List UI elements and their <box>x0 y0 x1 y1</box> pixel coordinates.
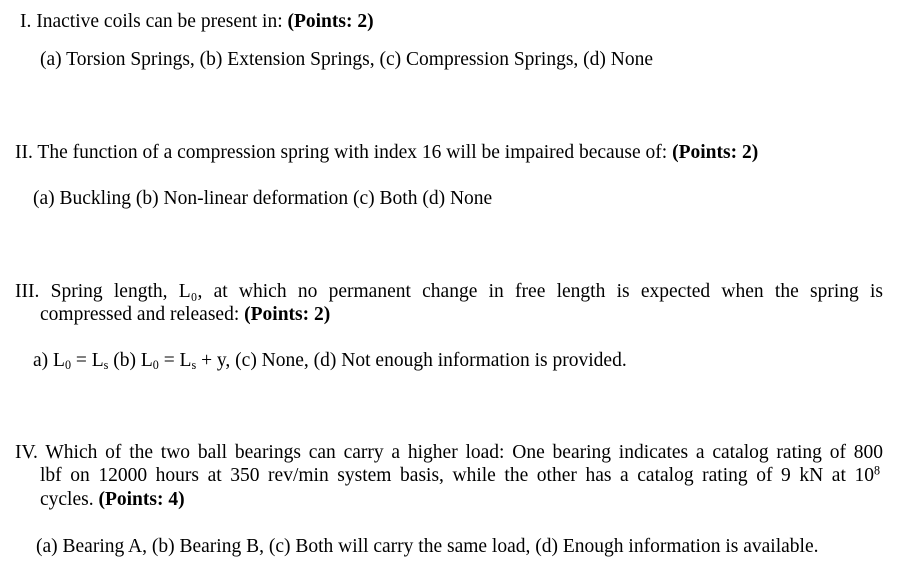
question-4-exponent: 8 <box>873 463 880 478</box>
question-4-points: (Points: 4) <box>98 489 185 510</box>
question-4-text-3: cycles. <box>40 489 94 510</box>
question-1-options: (a) Torsion Springs, (b) Extension Springs, (c) Compression Springs, (d) None <box>40 49 654 70</box>
question-4-stem-line-2 <box>40 464 880 487</box>
question-2-numeral: II. <box>15 142 33 163</box>
question-3-option-a-prefix: a) L <box>33 350 65 371</box>
question-3-option-b-tail: + y, (c) None, (d) Not enough information is provided. <box>196 350 627 371</box>
question-3-sub-0-a: 0 <box>64 358 71 373</box>
question-3-options <box>33 349 627 372</box>
question-3-stem-line-1 <box>15 280 883 303</box>
question-3-text-1: Spring length, L₀, at which no permanent change in free length is expected when the spring is <box>50 281 884 302</box>
question-3-option-b-eq: = L <box>158 350 192 371</box>
question-2-text: The function of a compression spring with index 16 will be impaired because of: <box>37 142 668 163</box>
question-1-points: (Points: 2) <box>287 11 374 32</box>
question-3-numeral: III. <box>15 281 40 302</box>
question-3-option-b-prefix: (b) L <box>108 350 153 371</box>
question-4-stem-line-1 <box>15 441 883 464</box>
question-2-options: (a) Buckling (b) Non-linear deformation (c) Both (d) None <box>33 188 493 209</box>
question-3-stem-line-2 <box>40 303 330 326</box>
question-4-text-1: Which of the two ball bearings can carry a higher load: One bearing indicates a catalog rating of 800 <box>45 442 883 463</box>
question-4-stem-line-3 <box>40 488 185 511</box>
question-4-numeral: IV. <box>15 442 38 463</box>
question-3-sub-s-b: s <box>191 358 197 373</box>
question-3-points: (Points: 2) <box>244 304 331 325</box>
question-2-stem <box>15 141 758 164</box>
question-3-option-a-eq: = L <box>70 350 104 371</box>
question-1-stem <box>20 10 374 33</box>
question-3-text-2: compressed and released: <box>40 304 240 325</box>
question-3-sub-s-a: s <box>103 358 109 373</box>
question-1-text: Inactive coils can be present in: <box>36 11 283 32</box>
question-4-options: (a) Bearing A, (b) Bearing B, (c) Both will carry the same load, (d) Enough information is available. <box>36 536 819 557</box>
question-4-text-2-main: lbf on 12000 hours at 350 rev/min system basis, while the other has a catalog rating of 9 kN at 10 <box>40 465 874 486</box>
question-3-sub-0-b: 0 <box>152 358 159 373</box>
question-1-numeral: I. <box>20 11 32 32</box>
question-2-points: (Points: 2) <box>672 142 759 163</box>
question-4-text-2 <box>40 465 880 486</box>
